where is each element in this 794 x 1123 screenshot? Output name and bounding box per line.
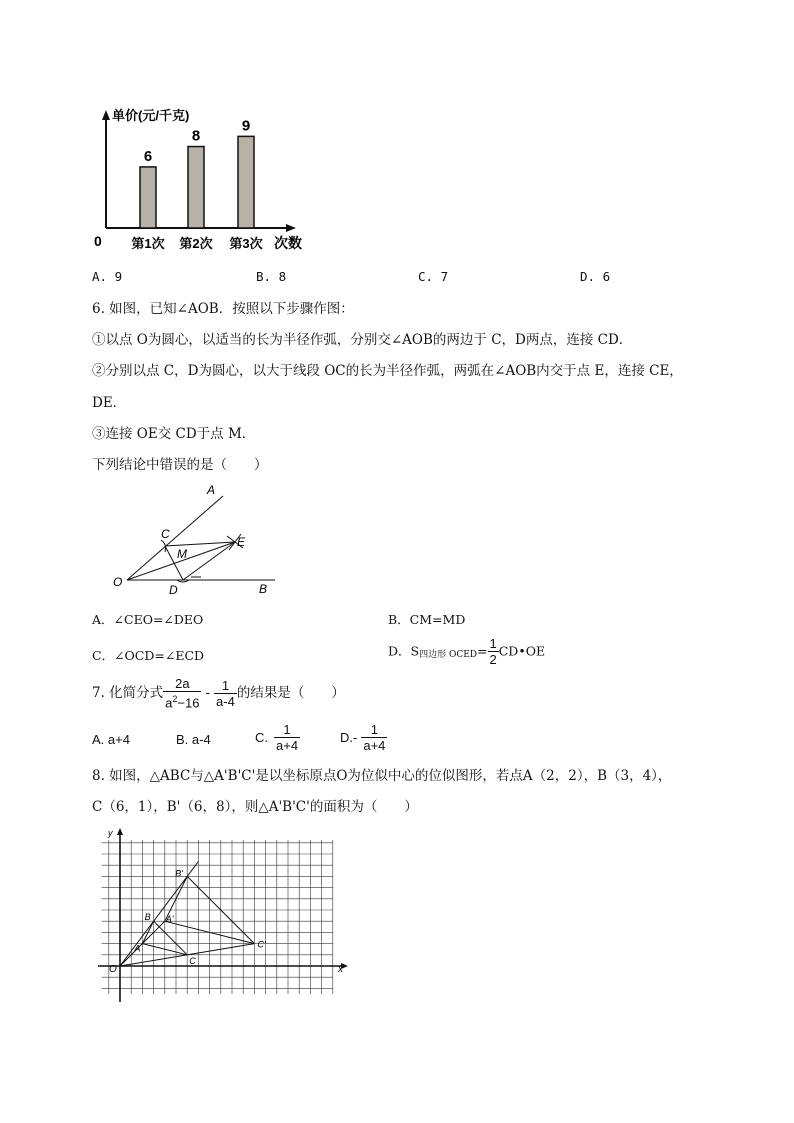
bar-value-label-3: 9: [241, 117, 251, 135]
angle-construction-figure: [105, 480, 285, 600]
label-e: E: [237, 535, 246, 549]
q7-stem: 7. 化简分式 $\frac{2a}{a^2-16}$ - $\frac{1}{a-4}$ 的结果是（ ）: [92, 676, 345, 711]
label-c: C: [189, 955, 196, 966]
coordinate-grid-figure: [96, 826, 356, 1006]
y-axis-arrow: [102, 110, 110, 120]
q7-fraction-1: $\frac{2a}{a^2-16}$: [165, 676, 200, 711]
bar-1: [140, 167, 156, 228]
bar-category-label-3: 第3次: [229, 236, 263, 251]
label-a-prime: A': [165, 914, 174, 925]
q6-option-a[interactable]: A．∠CEO=∠DEO: [92, 612, 204, 627]
grid-origin-label: O: [109, 964, 117, 975]
q6-option-d[interactable]: D．S四边形 OCED= $\frac{1}{2}$ CD•OE: [388, 636, 546, 667]
q6-step3: ③连接 OE交 CD于点 M．: [92, 426, 256, 442]
label-o: O: [113, 575, 123, 589]
grid-y-arrow: [117, 828, 123, 835]
label-c-prime: C': [257, 939, 266, 950]
q6-option-b[interactable]: B．CM=MD: [388, 612, 466, 627]
bars-group: [131, 117, 262, 251]
grid-y-label: y: [108, 828, 113, 838]
label-a: A: [134, 943, 141, 954]
bar-value-label-2: 8: [191, 127, 201, 145]
q8-stem-line2: C（6，1），B'（6，8），则△A'B'C'的面积为（ ）: [92, 799, 418, 815]
bar-chart: [90, 100, 320, 260]
q8-stem-line1: 8. 如图，△ABC与△A'B'C'是以坐标原点O为位似中心的位似图形，若点A（2，2），B（3，4），: [92, 768, 672, 784]
seg-bc: [154, 921, 188, 955]
q6-step2-line1: ②分别以点 C，D为圆心，以大于线段 OC的长为半径作弧，两弧在∠AOB内交于点 E，连接 CE，: [92, 363, 683, 379]
bar-category-label-1: 第1次: [131, 236, 165, 251]
q7-option-d[interactable]: D.- $\frac{1}{a+4}$: [340, 722, 386, 753]
label-a: A: [207, 483, 216, 497]
x-axis-label: 次数: [274, 235, 302, 251]
label-m: M: [177, 547, 187, 561]
q7-option-c[interactable]: C. $\frac{1}{a+4}$: [255, 722, 299, 753]
grid-x-label: x: [338, 964, 343, 975]
label-b: B: [144, 912, 151, 923]
label-c: C: [161, 527, 170, 541]
q6-option-c[interactable]: C．∠OCD=∠ECD: [92, 648, 205, 663]
q5-option-b[interactable]: B. 8: [256, 269, 287, 284]
q6-stem: 6. 如图，已知∠AOB．按照以下步骤作图：: [92, 301, 354, 317]
triangles-group: [120, 862, 266, 966]
ray-oa: [127, 496, 223, 580]
x-axis-arrow: [286, 224, 296, 232]
label-b-prime: B': [175, 868, 183, 879]
y-axis-label: 单价(元/千克): [112, 108, 190, 123]
q7-option-a[interactable]: A. a+4: [92, 732, 130, 747]
q6-step1: ①以点 O为圆心，以适当的长为半径作弧，分别交∠AOB的两边于 C，D两点，连接 CD．: [92, 332, 633, 348]
bar-3: [238, 136, 254, 228]
q5-option-c[interactable]: C. 7: [418, 269, 449, 284]
q7-option-b[interactable]: B. a-4: [176, 732, 211, 747]
bar-category-label-2: 第2次: [179, 236, 213, 251]
label-b: B: [259, 582, 268, 596]
bar-2: [188, 147, 204, 228]
option-d-subscript: 四边形 OCED: [419, 650, 478, 660]
origin-label: 0: [94, 233, 102, 249]
q7-fraction-2: $\frac{1}{a-4}$: [216, 677, 235, 709]
bar-value-label-1: 6: [143, 147, 153, 165]
q6-question: 下列结论中错误的是（ ）: [92, 457, 268, 473]
q5-option-d[interactable]: D. 6: [580, 269, 611, 284]
q5-option-a[interactable]: A. 9: [92, 269, 123, 284]
segment-de: [183, 542, 235, 580]
q6-step2-line2: DE．: [92, 395, 127, 411]
grid-lines: [102, 840, 333, 994]
label-d: D: [169, 583, 178, 597]
